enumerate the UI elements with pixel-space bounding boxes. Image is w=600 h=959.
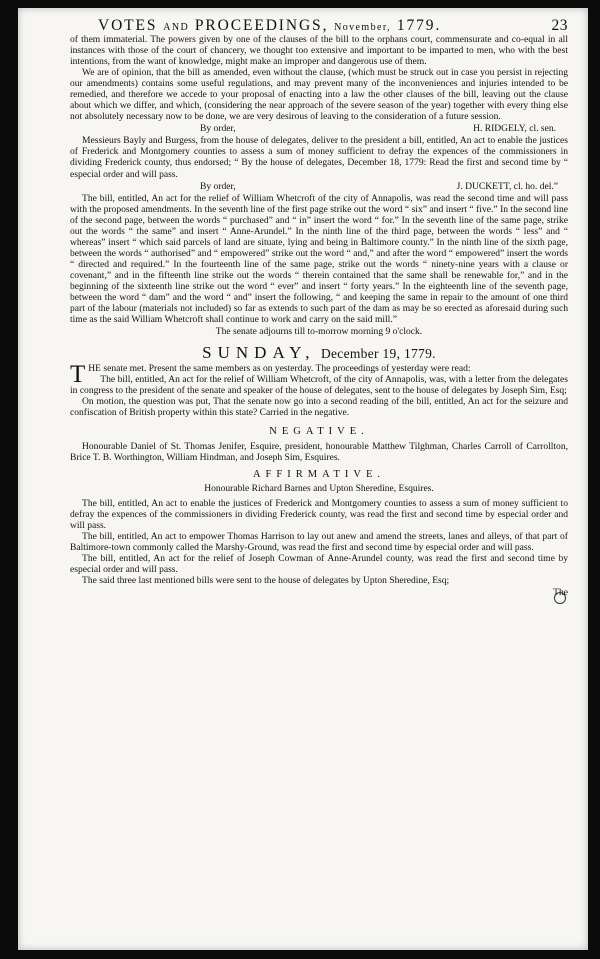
paragraph: We are of opinion, that the bill as amended, even without the clause, (which must be struck out in case you persist in rejecting our amendments) contains some useful regulations, and may prevent many of the inconveniences and injuries intended to be remedied, and therefore we accede to your proposal of enacting into a law the other clauses of the bill, leaving out the clause about which we differ, and which, (considering the near approach of the severe season of the year) together with every thing else not absolutely necessary now to be done, we are very desirous of leaving to the consideration of a future session. (70, 67, 568, 123)
paragraph: The bill, entitled, An act for the relief of William Whetcroft of the city of Annapolis, was read the second time and will pass with the proposed amendments. In the seventh line of the first page strike out the word “ six” and insert “ five.” In the second line of the second page, between the words “ purchased” and “ in” insert the word “ for.” In the seventh line of the same page, strike out the words “ the same” and insert “ Anne-Arundel.” In the ninth line of the third page, between the words “ less” and “ whereas” insert “ which said parcels of land are situate, lying and being in Baltimore county.” In the ninth line of the sixth page, between the words “ authorised” and “ empowered” strike out the word “ and,” and after the word “ empowered” insert the words “ directed and required.” In the fourteenth line of the same page, strike out the words “ ninety-nine years with a clause or covenant,” and in the fifteenth line strike out the words “ therein contained that the same shall be renewable for,” and in the beginning of the sixteenth line strike out the word “ ever” and insert “ forty years.” In the eighteenth line of the seventh page, between the word “ dam” and the word “ and” insert the following, “ and keeping the same in repair to the amount of one third part of the labour (materials not included) so far as extends to such part of the dam as may be so erected as aforesaid during such time as the said William Whetcroft shall continue to work and carry on the said mill.” (70, 192, 568, 326)
paragraph: of them immaterial. The powers given by one of the clauses of the bill to the orphans court, commensurate and co-equal in all instances with those of the court of chancery, we thought too extensive and important to be imparted to men, who with the best intentions, from the want of knowledge, might make an improper and dangerous use of them. (70, 34, 568, 68)
paragraph: HE senate met. Present the same members as on yesterday. The proceedings of yesterday were read: (88, 363, 471, 375)
day-name: SUNDAY, (202, 343, 316, 363)
affirmative-names: Honourable Richard Barnes and Upton Sheredine, Esquires. (204, 482, 434, 494)
catchword: The (553, 587, 568, 599)
affirmative-heading: AFFIRMATIVE. (252, 468, 386, 480)
signature: H. RIDGELY, cl. sen. (473, 123, 556, 135)
header-title-and: AND (163, 22, 190, 33)
day-date: December 19, 1779. (320, 346, 436, 362)
by-order-label: By order, (200, 180, 236, 192)
signature: J. DUCKETT, cl. ho. del.” (456, 180, 558, 192)
margin-mark-circle (554, 592, 566, 604)
page-body (70, 34, 568, 598)
header-title-lead: VOTES (98, 17, 158, 34)
document-page (18, 8, 588, 950)
paragraph: On motion, the question was put, That the senate now go into a second reading of the bill, entitled, An act for the seizure and confiscation of British property within this state? Carried in the negative. (70, 396, 568, 419)
by-order-label: By order, (200, 123, 236, 135)
signature-block (70, 181, 568, 192)
paragraph: The bill, entitled, An act for the relief of Joseph Cowman of Anne-Arundel county, was read the first and second time by especial order and will pass. (70, 552, 568, 575)
drop-cap: T (70, 361, 86, 389)
paragraph: The bill, entitled, An act to enable the justices of Frederick and Montgomery counties to assess a sum of money sufficient to defray the expences of the commissioners in dividing Frederick county, was read the first and second time by especial order and will pass. (70, 497, 568, 531)
header-year: 1779. (396, 17, 442, 34)
day-heading (70, 343, 568, 363)
paragraph: The bill, entitled, An act to empower Thomas Harrison to lay out anew and amend the streets, lanes and alleys, of that part of Baltimore-town commonly called the Marshy-Ground, was read the first and second time by especial order and will pass. (70, 530, 568, 553)
paragraph: The bill, entitled, An act for the relief of William Whetcroft, of the city of Annapolis, was, with a letter from the delegates in congress to the president of the senate and speaker of the house of delegates, sent to the house of delegates by Joseph Sim, Esq; (70, 374, 568, 397)
header-month: November, (334, 22, 392, 33)
page-number: 23 (551, 17, 568, 34)
signature-block (70, 123, 568, 134)
negative-heading: NEGATIVE. (269, 426, 369, 438)
header-title-main: PROCEEDINGS, (194, 17, 329, 34)
paragraph: Messieurs Bayly and Burgess, from the house of delegates, deliver to the president a bill, entitled, An act to enable the justices of Frederick and Montgomery counties to assess a sum of money sufficient to defray the expences of the commissioners in dividing Frederick county, thus endorsed; “ By the house of delegates, December 18, 1779: Read the first and second time by “ especial order and will pass. (70, 135, 568, 180)
adjournment-note: The senate adjourns till to-morrow morning 9 o'clock. (215, 326, 423, 338)
paragraph: The said three last mentioned bills were sent to the house of delegates by Upton Sheredine, Esq; (82, 575, 450, 587)
running-header (98, 17, 568, 35)
negative-names: Honourable Daniel of St. Thomas Jenifer, Esquire, president, honourable Matthew Tilghman, Charles Carroll of Carrollton, Brice T. B. Worthington, William Hindman, and Joseph Sim, Esquires. (70, 440, 568, 463)
